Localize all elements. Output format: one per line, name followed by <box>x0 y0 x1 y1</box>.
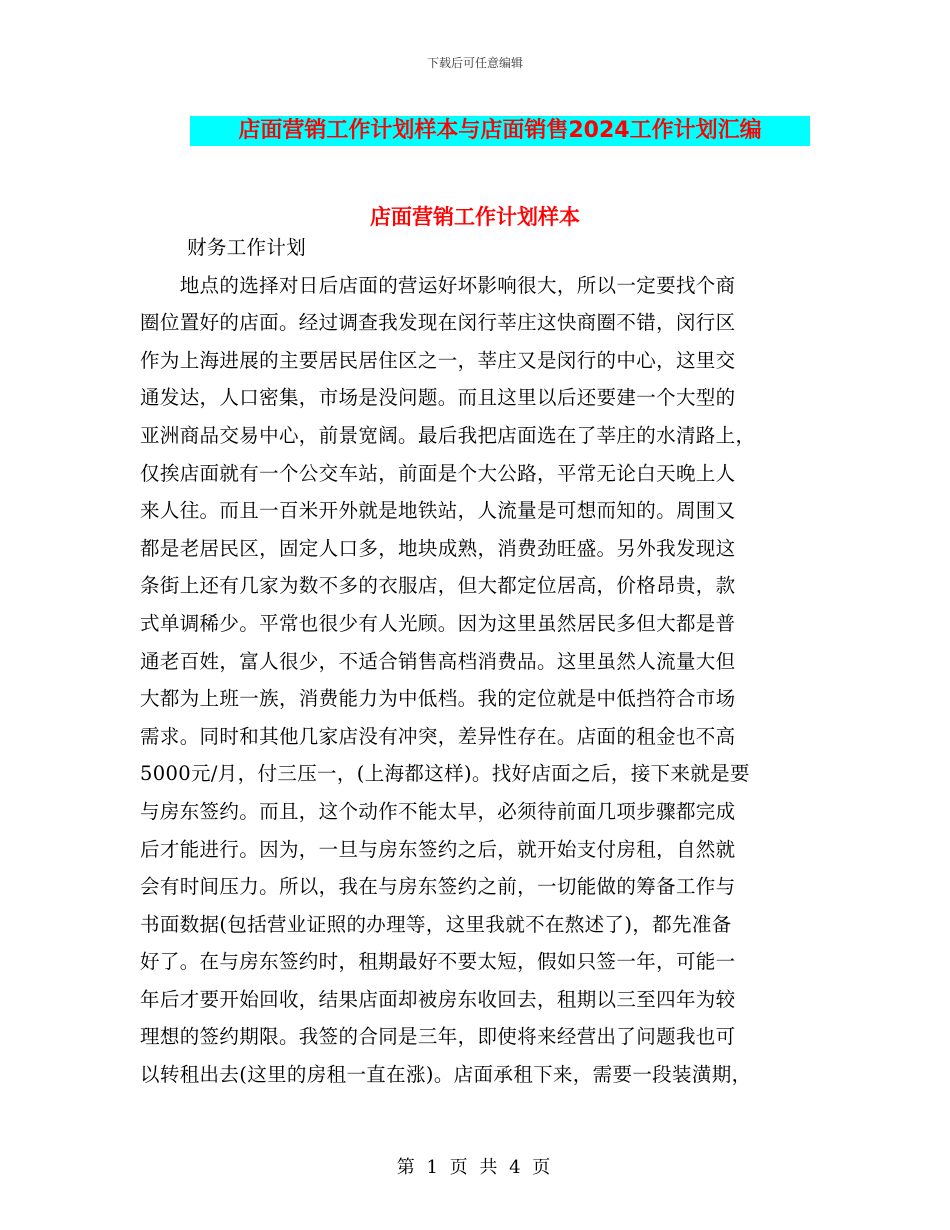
body-line: 都是老居民区，固定人口多，地块成熟，消费劲旺盛。另外我发现这 <box>140 536 736 560</box>
body-line: 5000元/月，付三压一，(上海都这样)。找好店面之后，接下来就是要 <box>140 762 750 786</box>
body-line: 大都为上班一族，消费能力为中低档。我的定位就是中低挡符合市场 <box>140 687 736 711</box>
subheading: 财务工作计划 <box>187 236 307 259</box>
body-line: 通发达，人口密集，市场是没问题。而且这里以后还要建一个大型的 <box>140 386 736 410</box>
body-line: 式单调稀少。平常也很少有人光顾。因为这里虽然居民多但大都是普 <box>140 611 736 635</box>
body-line: 圈位置好的店面。经过调查我发现在闵行莘庄这快商圈不错，闵行区 <box>140 311 736 335</box>
body-line: 仅挨店面就有一个公交车站，前面是个大公路，平常无论白天晚上人 <box>140 461 736 485</box>
body-line: 会有时间压力。所以，我在与房东签约之前，一切能做的筹备工作与 <box>140 875 736 899</box>
document-title: 店面营销工作计划样本与店面销售2024工作计划汇编 <box>190 116 810 146</box>
body-line: 条街上还有几家为数不多的衣服店，但大都定位居高，价格昂贵，款 <box>140 574 736 598</box>
body-line: 好了。在与房东签约时，租期最好不要太短，假如只签一年，可能一 <box>140 950 736 974</box>
body-line: 需求。同时和其他几家店没有冲突，差异性存在。店面的租金也不高 <box>140 724 736 748</box>
body-line: 作为上海进展的主要居民居住区之一，莘庄又是闵行的中心，这里交 <box>140 348 736 372</box>
page-header-note: 下载后可任意编辑 <box>426 56 523 70</box>
body-line: 以转租出去(这里的房租一直在涨)。店面承租下来，需要一段装潢期， <box>140 1063 752 1087</box>
body-text <box>140 218 810 1094</box>
body-line: 来人往。而且一百米开外就是地铁站，人流量是可想而知的。周围又 <box>140 499 736 523</box>
body-line: 亚洲商品交易中心，前景宽阔。最后我把店面选在了莘庄的水清路上， <box>140 423 756 447</box>
body-line: 地点的选择对日后店面的营运好坏影响很大，所以一定要找个商 <box>140 273 736 297</box>
body-line: 后才能进行。因为，一旦与房东签约之后，就开始支付房租，自然就 <box>140 837 736 861</box>
body-line: 年后才要开始回收，结果店面却被房东收回去，租期以三至四年为较 <box>140 987 736 1011</box>
body-line: 与房东签约。而且，这个动作不能太早，必须待前面几项步骤都完成 <box>140 799 736 823</box>
page-footer: 第 1 页 共 4 页 <box>396 1157 554 1178</box>
body-line: 理想的签约期限。我签的合同是三年，即使将来经营出了问题我也可 <box>140 1025 736 1049</box>
body-line: 书面数据(包括营业证照的办理等，这里我就不在熬述了)，都先准备 <box>140 912 732 936</box>
section-title: 店面营销工作计划样本 <box>370 205 580 229</box>
body-line: 通老百姓，富人很少，不适合销售高档消费品。这里虽然人流量大但 <box>140 649 736 673</box>
